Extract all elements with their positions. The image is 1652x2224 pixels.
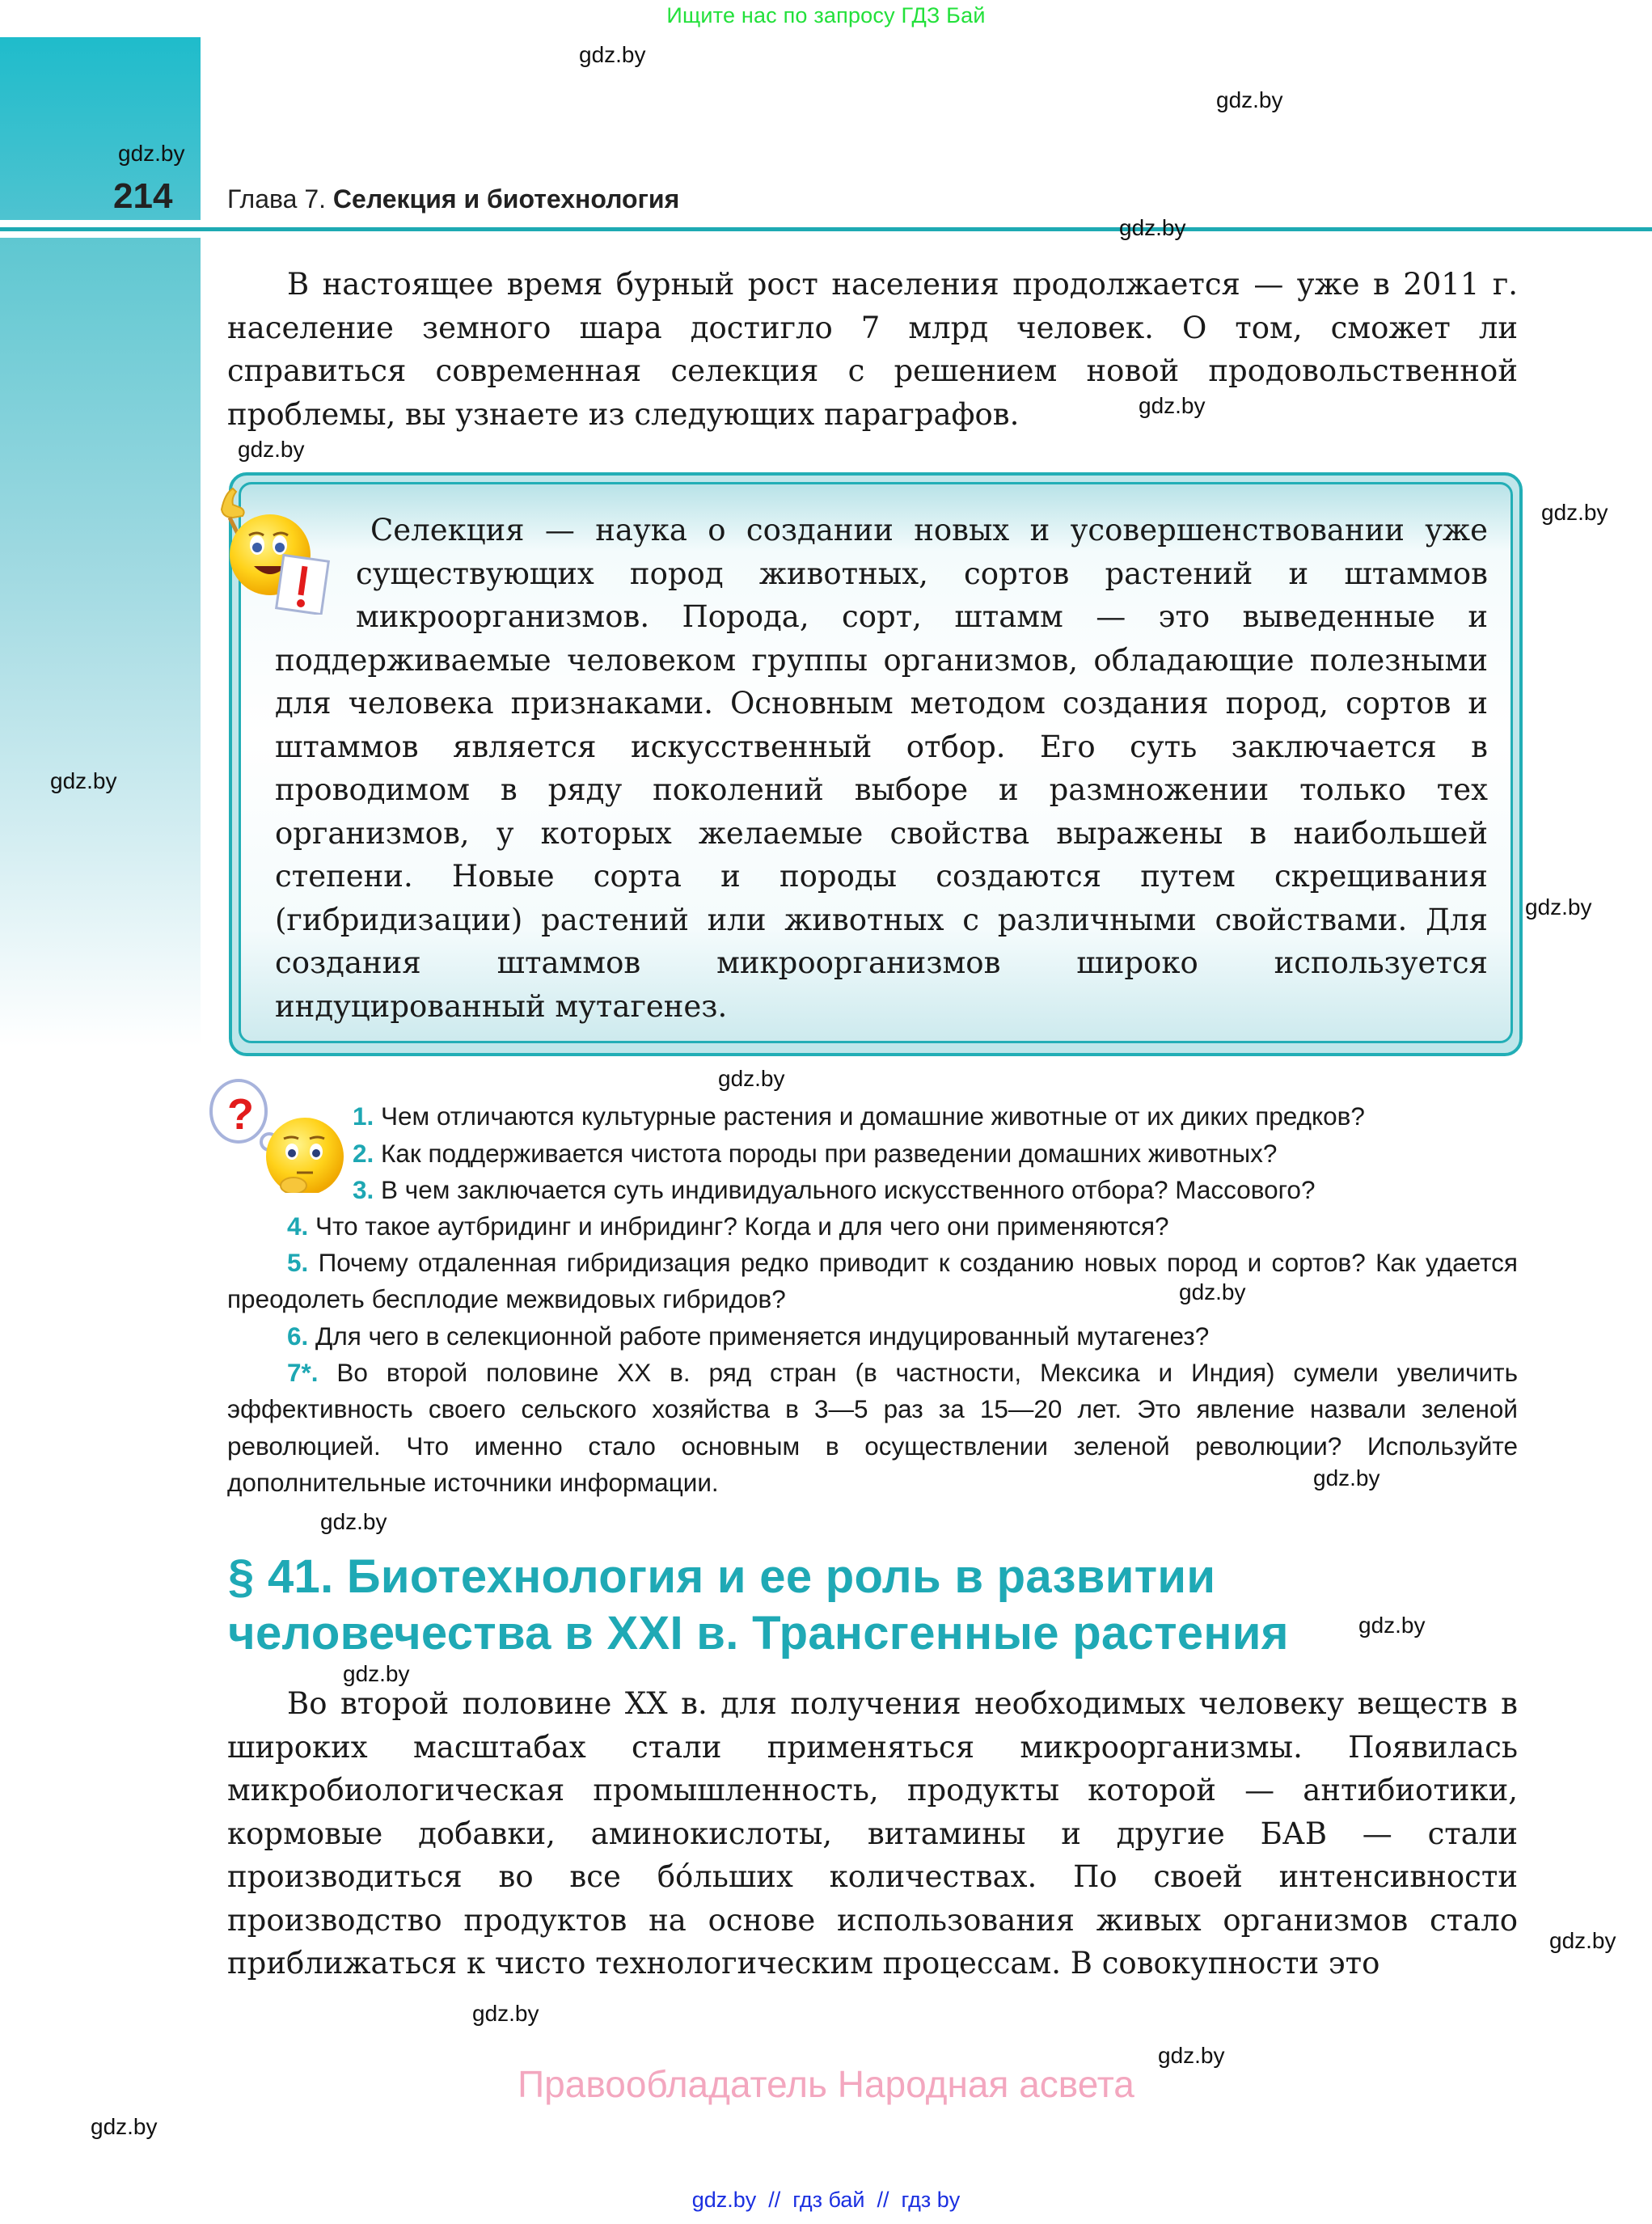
intro-text: В настоящее время бурный рост населения продолжается — уже в 2011 г. население земного шара достигло 7 млрд человек. О том, сможет ли справиться современная селекция с решением новой продовольственной проблемы, вы узнаете из следующих параграфов. (227, 267, 1518, 432)
sidebar-color-block-bottom (0, 238, 201, 1046)
question-number: 6. (287, 1321, 309, 1351)
section-paragraph-text: Во второй половине XX в. для получения необходимых человеку веществ в широких масштабах стали применяться микроорганизмы. Появилась микробиологическая промышленность, продукты которой — антибиотики, кормовые добавки, аминокислоты, витамины и другие БАВ — стали производиться во все бо́льших количествах. По своей интенсивности производство продуктов на основе использования живых организмов стало приближаться к чисто технологическим процессам. В совокупности это (227, 1686, 1518, 1981)
section-paragraph (227, 1682, 1518, 1985)
question-item (227, 1355, 1518, 1501)
copyright-notice: Правообладатель Народная асвета (518, 2063, 1134, 2105)
intro-paragraph (227, 263, 1518, 436)
question-item (287, 1208, 1169, 1245)
watermark: gdz.by (118, 141, 185, 166)
watermark: gdz.by (343, 1661, 410, 1686)
question-number: 5. (287, 1248, 309, 1277)
watermark: gdz.by (472, 2001, 539, 2026)
footer-links[interactable]: gdz.by // гдз бай // гдз by (691, 2188, 961, 2212)
watermark: gdz.by (1541, 500, 1608, 525)
watermark: gdz.by (1216, 87, 1283, 112)
question-item (287, 1318, 1209, 1355)
watermark: gdz.by (1313, 1465, 1380, 1490)
watermark: gdz.by (1358, 1613, 1426, 1638)
chapter-heading (227, 184, 679, 214)
page-number: 214 (113, 176, 173, 216)
question-text: Во второй половине XX в. ряд стран (в частности, Мексика и Индия) сумели увеличить эффективность своего сельского хозяйства в 3—5 раз за 15—20 лет. Это явление назвали зеленой революцией. Что именно стало основным в осуществлении зеленой революции? Используйте дополнительные источники информации. (227, 1358, 1518, 1497)
smiley-exclamation-icon (217, 477, 338, 615)
question-text: Почему отдаленная гибридизация редко приводит к созданию новых пород и сортов? Как удается преодолеть бесплодие межвидовых гибридов? (227, 1248, 1518, 1314)
question-item (353, 1098, 1365, 1135)
watermark: gdz.by (1139, 393, 1206, 418)
question-number: 7*. (287, 1358, 319, 1387)
section-title-line-1: § 41. Биотехнология и ее роль в развитии (228, 1550, 1216, 1603)
watermark: gdz.by (1549, 1928, 1616, 1953)
watermark: gdz.by (1119, 215, 1186, 240)
definition-text-container (275, 509, 1488, 1028)
watermark: gdz.by (1525, 894, 1592, 920)
top-banner[interactable]: Ищите нас по запросу ГДЗ Бай (666, 3, 986, 27)
thinking-smiley-question-icon (198, 1076, 348, 1193)
question-text: Чем отличаются культурные растения и домашние животные от их диких предков? (381, 1101, 1365, 1131)
question-number: 4. (287, 1211, 309, 1241)
watermark: gdz.by (50, 768, 117, 793)
definition-box (229, 472, 1523, 1056)
watermark: gdz.by (1179, 1279, 1246, 1304)
question-item (353, 1135, 1277, 1172)
definition-text: Селекция — наука о создании новых и усовершенствовании уже существующих пород животных, сортов растений и штаммов микроорганизмов. Порода, сорт, штамм — это выведенные и поддерживаемые человеком группы организмов, обладающие полезными для человека признаками. Основным методом создания пород, сортов и штаммов является искусственный отбор. Его суть заключается в проводимом в ряду поколений выборе и размножении только тех организмов, у которых желаемые свойства выражены в наибольшей степени. Новые сорта и породы создаются путем скрещивания (гибридизации) растений или животных с различными свойствами. Для создания штаммов микроорганизмов широко используется индуцированный мутагенез. (275, 513, 1488, 1024)
question-text: В чем заключается суть индивидуального искусственного отбора? Массового? (381, 1175, 1316, 1204)
chapter-title: Селекция и биотехнология (332, 184, 680, 214)
svg-text:?: ? (227, 1090, 254, 1139)
question-item (227, 1245, 1518, 1318)
question-text: Что такое аутбридинг и инбридинг? Когда и для чего они применяются? (315, 1211, 1169, 1241)
watermark: gdz.by (1158, 2043, 1225, 2068)
header-rule (0, 227, 1652, 231)
definition-box-inner (239, 482, 1513, 1043)
watermark: gdz.by (91, 2114, 158, 2139)
section-title-line-2: человечества в XXI в. Трансгенные растения (228, 1607, 1289, 1660)
watermark: gdz.by (238, 437, 305, 462)
question-number: 2. (353, 1139, 374, 1168)
watermark: gdz.by (320, 1509, 387, 1534)
question-text: Для чего в селекционной работе применяется индуцированный мутагенез? (315, 1321, 1210, 1351)
question-item (353, 1172, 1315, 1208)
question-text: Как поддерживается чистота породы при разведении домашних животных? (381, 1139, 1278, 1168)
question-number: 1. (353, 1101, 374, 1131)
watermark: gdz.by (579, 42, 646, 67)
question-number: 3. (353, 1175, 374, 1204)
watermark: gdz.by (718, 1066, 785, 1091)
chapter-prefix: Глава 7. (227, 184, 327, 214)
section-title (228, 1549, 1522, 1662)
